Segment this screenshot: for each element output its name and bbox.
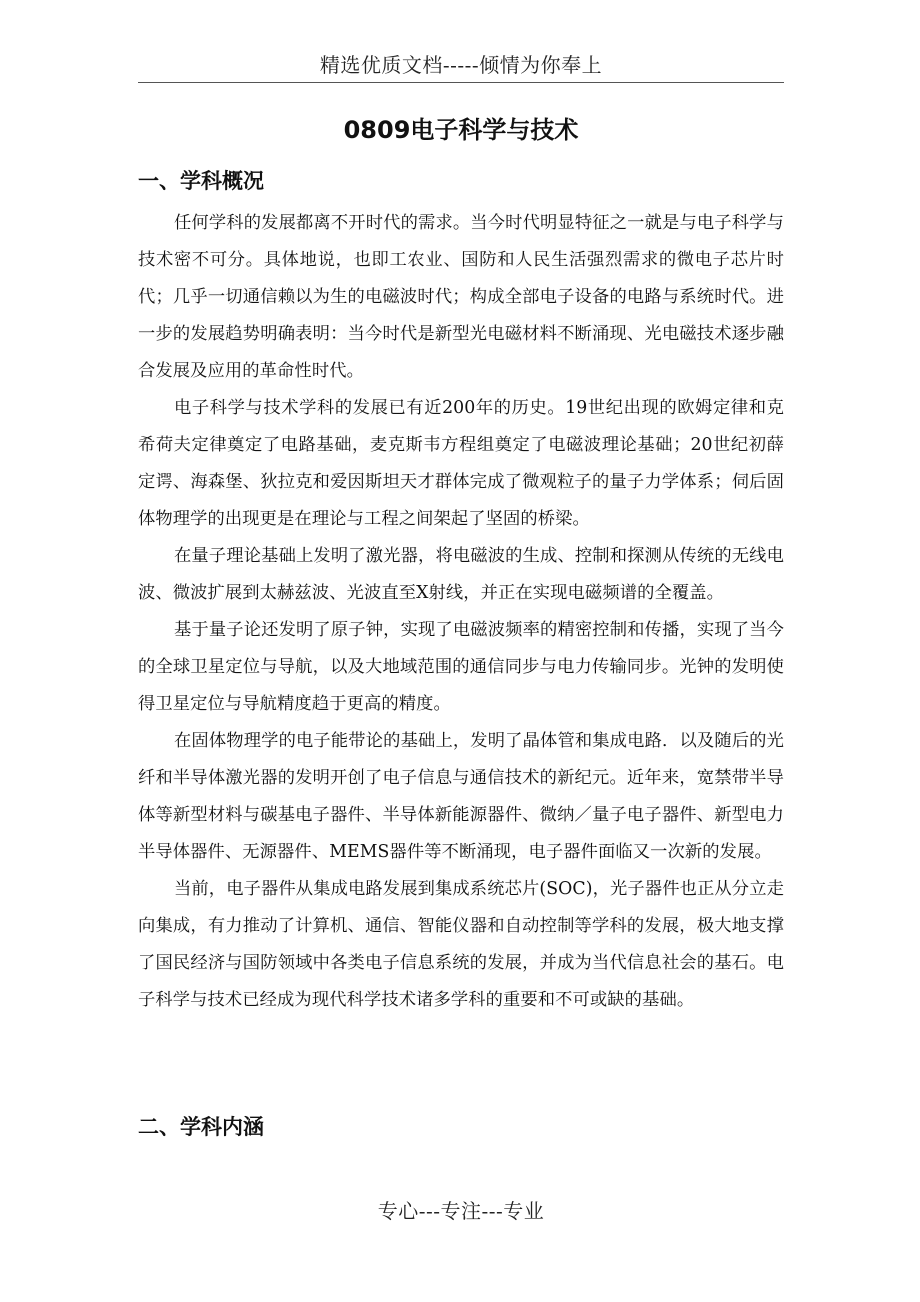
document-title: 0809电子科学与技术	[343, 116, 579, 144]
page-footer: 专心---专注---专业	[377, 1199, 545, 1223]
paragraph: 电子科学与技术学科的发展已有近200年的历史。19世纪出现的欧姆定律和克希荷夫定律奠定了电路基础，麦克斯韦方程组奠定了电磁波理论基础；20世纪初薛定谔、海森堡、狄拉克和爱因斯坦天才群体完成了微观粒子的量子力学体系；伺后固体物理学的出现更是在理论与工程之间架起了坚固的桥梁。	[138, 398, 784, 529]
section-body-overview	[138, 205, 784, 1019]
section-heading-connotation: 二、学科内涵	[138, 1115, 264, 1139]
page-header: 精选优质文档-----倾情为你奉上	[138, 50, 784, 83]
paragraph: 任何学科的发展都离不开时代的需求。当今时代明显特征之一就是与电子科学与技术密不可分。具体地说，也即工农业、国防和人民生活强烈需求的微电子芯片时代；几乎一切通信赖以为生的电磁波时代；构成全部电子设备的电路与系统时代。进一步的发展趋势明确表明：当今时代是新型光电磁材料不断涌现、光电磁技术逐步融合发展及应用的革命性时代。	[138, 213, 784, 381]
paragraph: 当前，电子器件从集成电路发展到集成系统芯片(SOC)，光子器件也正从分立走向集成，有力推动了计算机、通信、智能仪器和自动控制等学科的发展，极大地支撑了国民经济与国防领域中各类电子信息系统的发展，并成为当代信息社会的基石。电子科学与技术已经成为现代科学技术诸多学科的重要和不可或缺的基础。	[138, 879, 784, 1010]
paragraph: 在量子理论基础上发明了激光器，将电磁波的生成、控制和探测从传统的无线电波、微波扩展到太赫兹波、光波直至X射线，并正在实现电磁频谱的全覆盖。	[138, 546, 784, 603]
paragraph: 基于量子论还发明了原子钟，实现了电磁波频率的精密控制和传播，实现了当今的全球卫星定位与导航，以及大地域范围的通信同步与电力传输同步。光钟的发明使得卫星定位与导航精度趋于更高的精度。	[138, 620, 784, 714]
section-heading-overview: 一、学科概况	[138, 169, 264, 193]
paragraph: 在固体物理学的电子能带论的基础上，发明了晶体管和集成电路．以及随后的光纤和半导体激光器的发明开创了电子信息与通信技术的新纪元。近年来，宽禁带半导体等新型材料与碳基电子器件、半导体新能源器件、微纳／量子电子器件、新型电力半导体器件、无源器件、MEMS器件等不断涌现，电子器件面临又一次新的发展。	[138, 731, 784, 862]
